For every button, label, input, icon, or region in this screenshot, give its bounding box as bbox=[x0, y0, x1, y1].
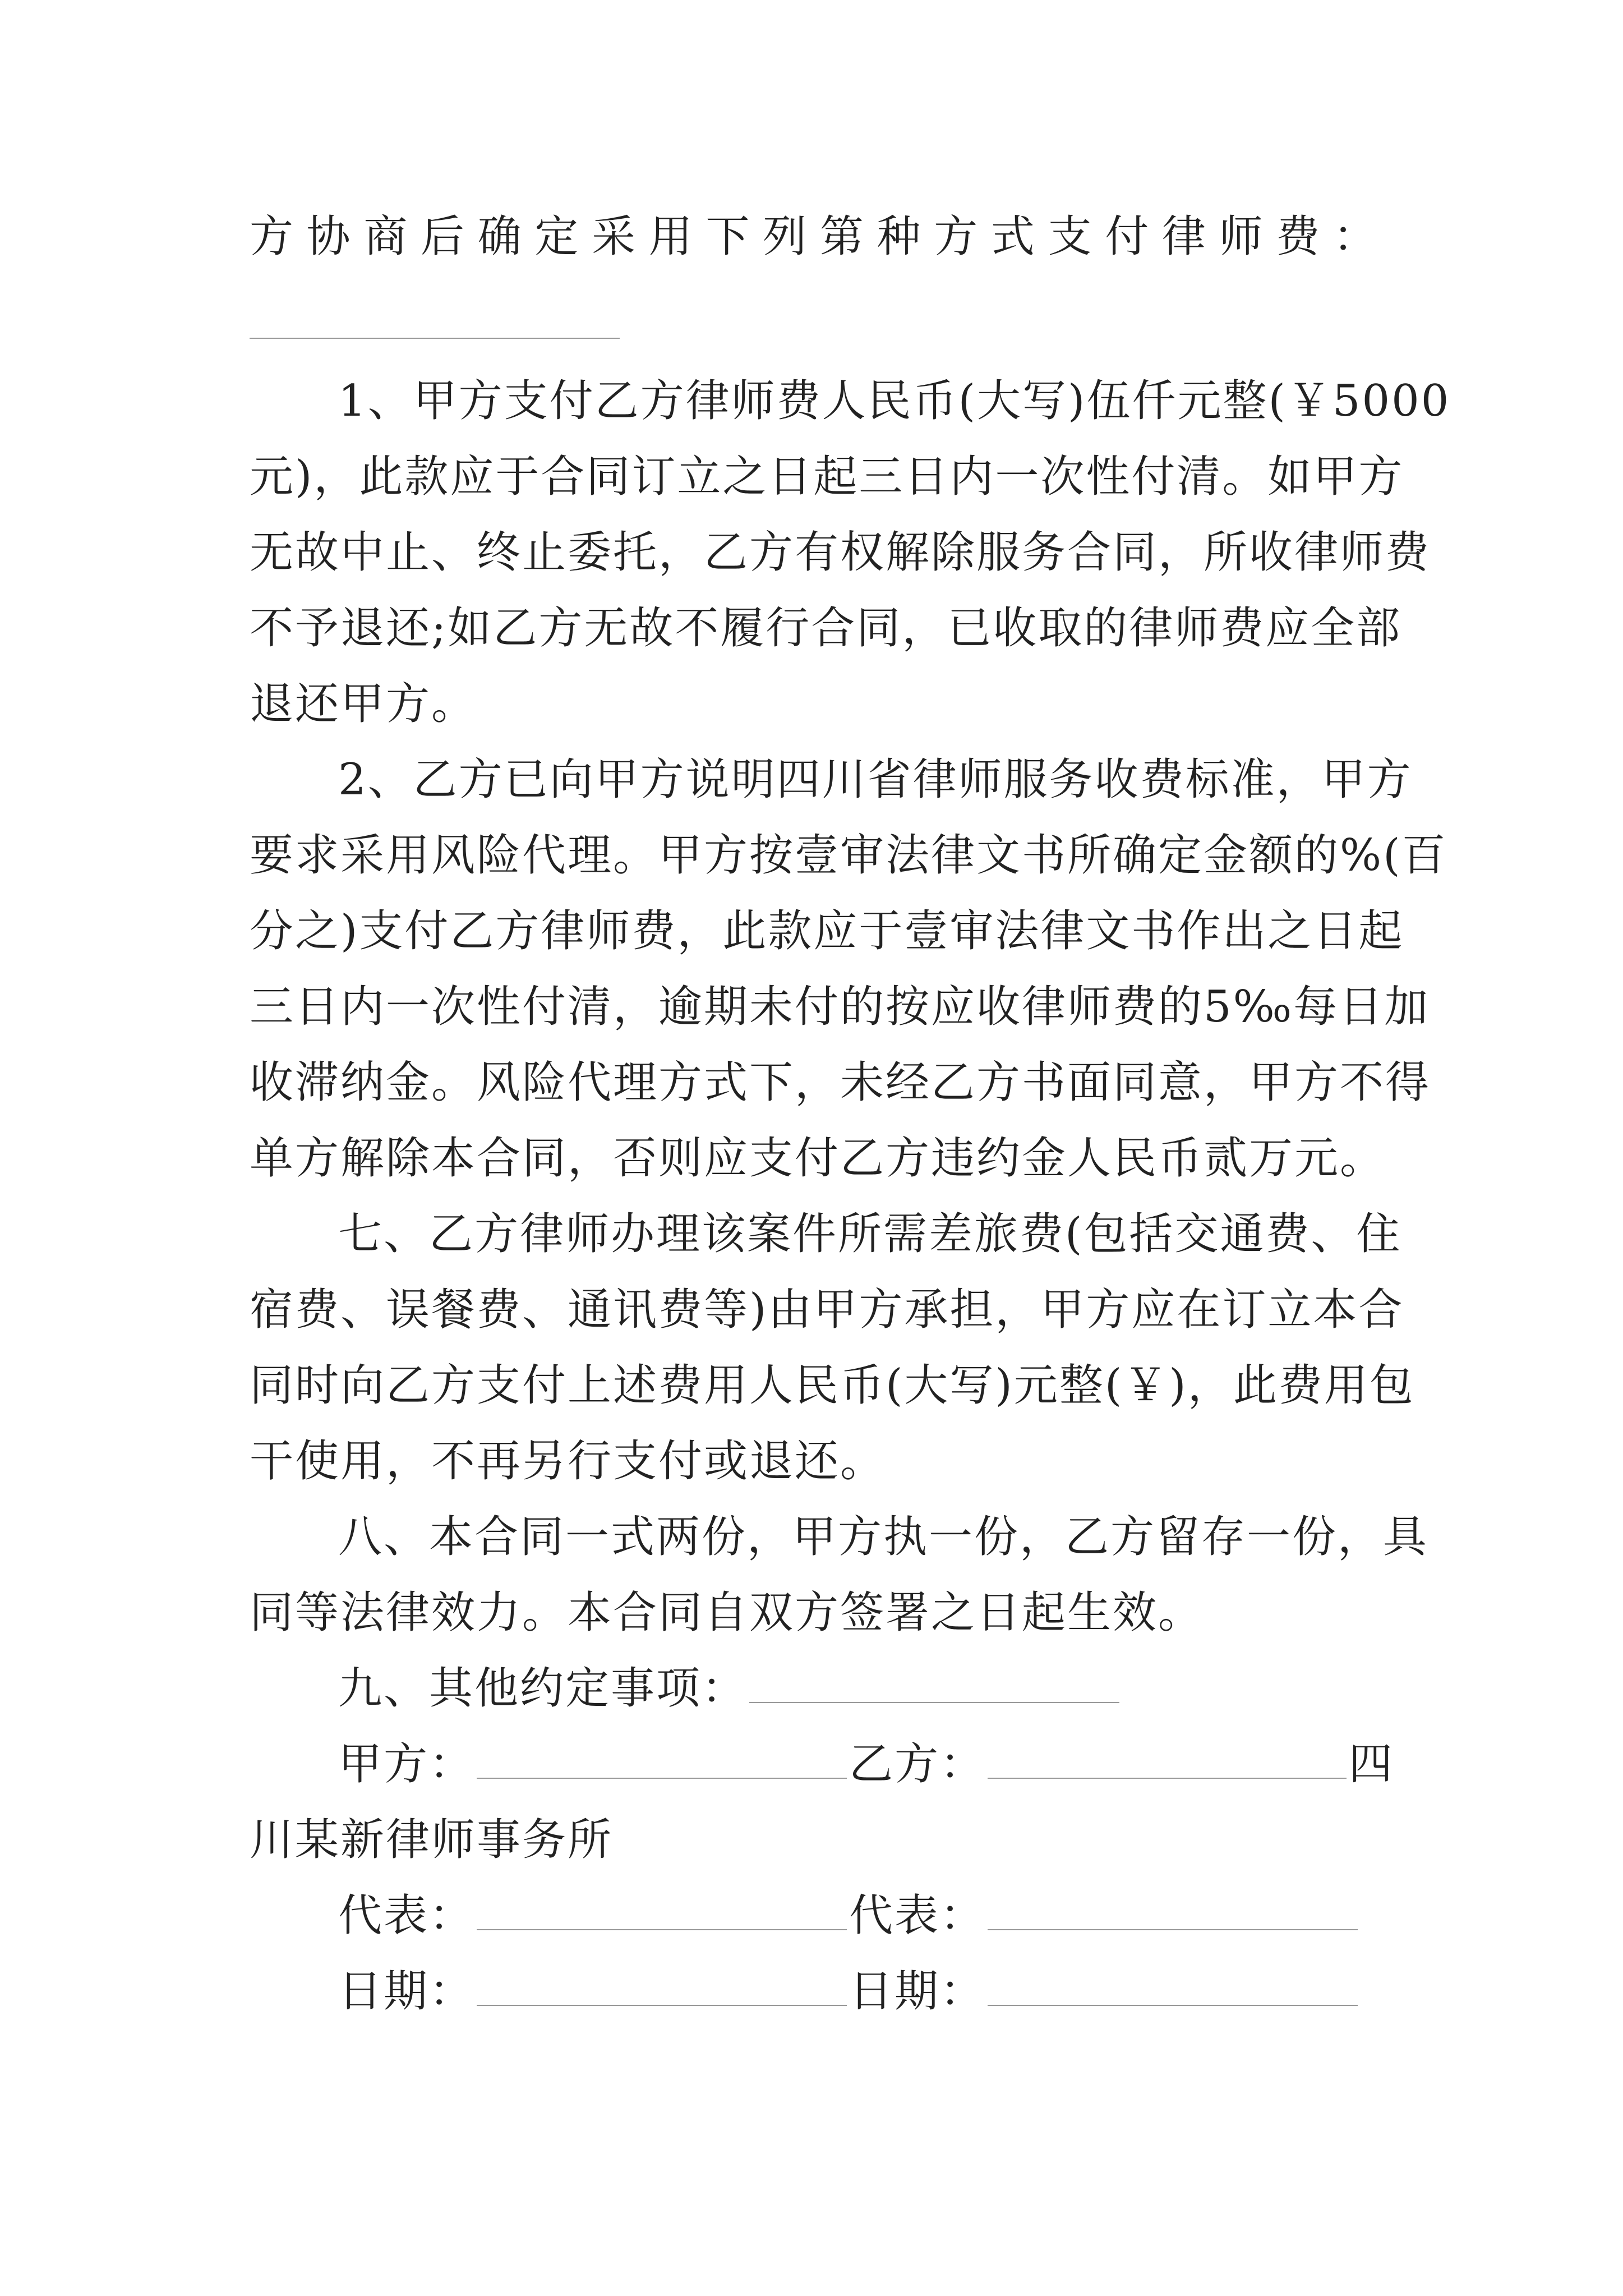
date-row bbox=[338, 1963, 1377, 2019]
para7-line: 同时向乙方支付上述费用人民币(大写)元整(￥)，此费用包 bbox=[250, 1360, 1415, 1411]
para1-line: 退还甲方。 bbox=[250, 679, 477, 729]
rep-a-label: 代表： bbox=[338, 1890, 475, 1941]
top-line: 方协商后确定采用下列第种方式支付律师费： bbox=[250, 211, 1377, 262]
para2-line: 收滞纳金。风险代理方式下，未经乙方书面同意，甲方不得 bbox=[250, 1057, 1431, 1108]
para1-line: 无故中止、终止委托，乙方有权解除服务合同，所收律师费 bbox=[250, 527, 1431, 578]
party-b-blank[interactable] bbox=[988, 1778, 1347, 1779]
blank-rule bbox=[250, 338, 620, 339]
para7-line: 宿费、误餐费、通讯费等)由甲方承担，甲方应在订立本合 bbox=[250, 1285, 1404, 1335]
party-b-name-start: 四 bbox=[1349, 1739, 1395, 1789]
para2-line: 三日内一次性付清，逾期未付的按应收律师费的5‰每日加 bbox=[250, 982, 1430, 1032]
para2-line: 单方解除本合同，否则应支付乙方违约金人民币贰万元。 bbox=[250, 1133, 1386, 1184]
rep-b-label: 代表： bbox=[849, 1890, 986, 1941]
party-row bbox=[338, 1736, 1395, 1792]
date-a-label: 日期： bbox=[338, 1966, 475, 2017]
para2-line: 2、乙方已向甲方说明四川省律师服务收费标准，甲方 bbox=[338, 754, 1413, 805]
date-a-blank[interactable] bbox=[477, 2005, 847, 2006]
para2-line: 要求采用风险代理。甲方按壹审法律文书所确定金额的%(百 bbox=[250, 830, 1447, 881]
party-b-name-rest: 川某新律师事务所 bbox=[250, 1815, 614, 1865]
other-terms-row bbox=[338, 1660, 1377, 1717]
para2-line: 分之)支付乙方律师费，此款应于壹审法律文书作出之日起 bbox=[250, 906, 1404, 956]
para7-line: 七、乙方律师办理该案件所需差旅费(包括交通费、住 bbox=[338, 1209, 1402, 1259]
party-b-label: 乙方： bbox=[849, 1739, 986, 1789]
date-b-blank[interactable] bbox=[988, 2005, 1358, 2006]
para1-line: 1、甲方支付乙方律师费人民币(大写)伍仟元整(￥5000 bbox=[338, 376, 1451, 426]
rep-a-blank[interactable] bbox=[477, 1929, 847, 1930]
party-a-blank[interactable] bbox=[477, 1778, 847, 1779]
date-b-label: 日期： bbox=[849, 1966, 986, 2017]
other-terms-label: 九、其他约定事项： bbox=[338, 1663, 748, 1714]
para1-line: 不予退还;如乙方无故不履行合同，已收取的律师费应全部 bbox=[250, 603, 1402, 654]
party-a-label: 甲方： bbox=[338, 1739, 475, 1789]
representative-row bbox=[338, 1888, 1377, 1944]
para1-line: 元)，此款应于合同订立之日起三日内一次性付清。如甲方 bbox=[250, 452, 1404, 502]
para8-line: 八、本合同一式两份，甲方执一份，乙方留存一份，具 bbox=[338, 1512, 1429, 1562]
para8-line: 同等法律效力。本合同自双方签署之日起生效。 bbox=[250, 1588, 1204, 1638]
rep-b-blank[interactable] bbox=[988, 1929, 1358, 1930]
other-terms-blank[interactable] bbox=[749, 1702, 1119, 1703]
para7-line: 干使用，不再另行支付或退还。 bbox=[250, 1436, 886, 1487]
